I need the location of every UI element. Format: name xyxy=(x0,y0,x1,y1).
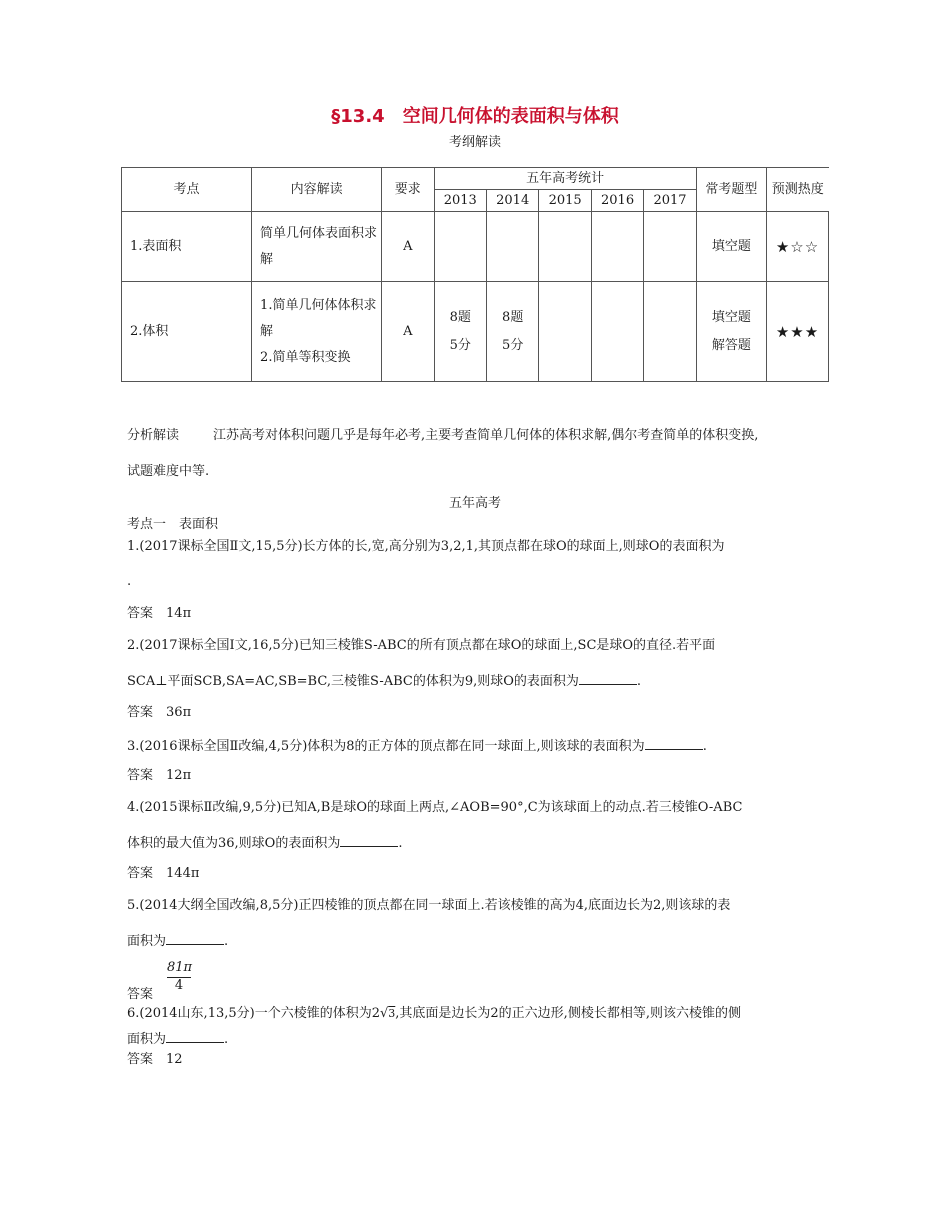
cell-yaoqiu: A xyxy=(382,212,434,282)
cell-changkao-line: 填空题 xyxy=(711,309,751,325)
problem-text: 1.(2017课标全国Ⅱ文,15,5分)长方体的长,宽,高分别为3,2,1,其顶点都在球O的球面上,则球O的表面积为 xyxy=(127,539,725,554)
heat-rating: ★★★ xyxy=(767,282,829,382)
cell-neirong-line: 1.简单几何体体积求 xyxy=(260,297,377,313)
header-yaoqiu: 要求 xyxy=(382,168,434,212)
cell-year xyxy=(486,282,538,382)
problem-text: . xyxy=(127,574,132,589)
cell-neirong xyxy=(252,282,382,382)
analysis-paragraph xyxy=(127,425,837,447)
problem-text: 5.(2014大纲全国改编,8,5分)正四棱锥的顶点都在同一球面上.若该棱锥的高为4,底面边长为2,则该球的表 xyxy=(127,898,731,913)
problem-text: 面积为 . xyxy=(127,1028,837,1050)
cell-year-line: 5分 xyxy=(502,337,524,353)
analysis-text: 试题难度中等. xyxy=(127,464,210,479)
sqrt-radicand: 3 xyxy=(388,1007,396,1020)
header-changkao: 常考题型 xyxy=(696,168,766,212)
problem-text: 面积为 . xyxy=(127,930,837,952)
cell-neirong-line: 2.简单等积变换 xyxy=(260,349,351,365)
problem-text: 体积的最大值为36,则球O的表面积为 . xyxy=(127,832,837,854)
problem-text-inline: 6.(2014山东,13,5分)一个六棱锥的体积为2 xyxy=(127,1006,380,1021)
answer-label: 答案 xyxy=(127,1052,154,1067)
problem-text: 4.(2015课标Ⅱ改编,9,5分)已知A,B是球O的球面上两点,∠AOB=90°,C为该球面上的动点.若三棱锥O-ABC xyxy=(127,800,743,815)
answer-line xyxy=(127,604,837,624)
problem-text xyxy=(127,1004,837,1024)
cell-changkao: 填空题 xyxy=(696,212,766,282)
answer-line xyxy=(127,703,837,723)
answer-line xyxy=(127,864,837,884)
header-year: 2013 xyxy=(434,190,486,212)
cell-year xyxy=(434,212,486,282)
topic-heading: 考点一 表面积 xyxy=(127,517,219,532)
header-neirong: 内容解读 xyxy=(252,168,382,212)
page-title: §13.4 空间几何体的表面积与体积 xyxy=(331,106,619,127)
cell-year xyxy=(591,282,643,382)
answer-blank xyxy=(166,1028,224,1043)
answer-value: 12 xyxy=(166,1052,183,1067)
cell-year xyxy=(434,282,486,382)
fraction-numerator: 81π xyxy=(167,960,191,978)
answer-value: 12π xyxy=(166,768,192,783)
cell-year xyxy=(591,212,643,282)
answer-line xyxy=(127,1050,837,1070)
cell-kaodian: 2.体积 xyxy=(122,282,252,382)
cell-year xyxy=(539,282,591,382)
answer-label: 答案 xyxy=(127,705,154,720)
header-year: 2015 xyxy=(539,190,591,212)
header-year: 2014 xyxy=(486,190,538,212)
cell-neirong xyxy=(252,212,382,282)
header-year: 2017 xyxy=(644,190,697,212)
problem-text-inline: ,其底面是边长为2的正六边形,侧棱长都相等,则该六棱锥的侧 xyxy=(395,1006,741,1021)
cell-year xyxy=(644,282,697,382)
cell-changkao xyxy=(696,282,766,382)
answer-line xyxy=(127,766,837,786)
header-kaodian: 考点 xyxy=(122,168,252,212)
answer-label: 答案 xyxy=(127,768,154,783)
problem-text: SCA⊥平面SCB,SA=AC,SB=BC,三棱锥S-ABC的体积为9,则球O的表面积为 . xyxy=(127,670,837,692)
section-subtitle: 考纲解读 xyxy=(448,135,501,150)
heat-rating: ★☆☆ xyxy=(767,212,829,282)
cell-year-line: 8题 xyxy=(449,309,471,325)
cell-neirong-line: 简单几何体表面积求 xyxy=(260,225,378,241)
cell-neirong-line: 解 xyxy=(260,323,274,339)
cell-year-line: 8题 xyxy=(502,309,524,325)
cell-kaodian: 1.表面积 xyxy=(122,212,252,282)
cell-year xyxy=(486,212,538,282)
answer-label: 答案 xyxy=(127,606,154,621)
problem-text-inline: 面积为 xyxy=(127,1032,167,1047)
section-title: 五年高考 xyxy=(448,496,501,511)
header-year: 2016 xyxy=(591,190,643,212)
cell-changkao-line: 解答题 xyxy=(711,337,751,353)
cell-year-line: 5分 xyxy=(449,337,471,353)
answer-blank xyxy=(645,735,703,750)
sqrt-symbol: √3 xyxy=(379,1006,396,1021)
cell-yaoqiu: A xyxy=(382,282,434,382)
cell-neirong-line: 解 xyxy=(260,251,274,267)
answer-value: 14π xyxy=(166,606,192,621)
problem-text-inline: SCA⊥平面SCB,SA=AC,SB=BC,三棱锥S-ABC的体积为9,则球O的表面积为 xyxy=(127,674,579,689)
answer-blank xyxy=(166,930,224,945)
table-row xyxy=(122,282,829,382)
header-wunian: 五年高考统计 xyxy=(434,168,696,190)
problem-text-inline: 3.(2016课标全国Ⅱ改编,4,5分)体积为8的正方体的顶点都在同一球面上,则该球的表面积为 xyxy=(127,739,645,754)
problem-text-inline: 面积为 xyxy=(127,934,167,949)
syllabus-table xyxy=(121,167,829,382)
fraction-denominator: 4 xyxy=(174,978,184,993)
answer-value: 144π xyxy=(166,866,200,881)
cell-year xyxy=(539,212,591,282)
header-yuce: 预测热度 xyxy=(767,168,829,212)
cell-year xyxy=(644,212,697,282)
answer-value: 36π xyxy=(166,705,192,720)
answer-label: 答案 xyxy=(127,987,154,1002)
analysis-text: 江苏高考对体积问题几乎是每年必考,主要考查简单几何体的体积求解,偶尔考查简单的体积变换, xyxy=(213,428,759,443)
analysis-label: 分析解读 xyxy=(127,428,180,443)
problem-text: 2.(2017课标全国Ⅰ文,16,5分)已知三棱锥S-ABC的所有顶点都在球O的球面上,SC是球O的直径.若平面 xyxy=(127,638,716,653)
answer-blank xyxy=(340,832,398,847)
problem-text: 3.(2016课标全国Ⅱ改编,4,5分)体积为8的正方体的顶点都在同一球面上,则该球的表面积为 . xyxy=(127,735,837,757)
answer-blank xyxy=(579,670,637,685)
answer-label: 答案 xyxy=(127,866,154,881)
problem-text-inline: 体积的最大值为36,则球O的表面积为 xyxy=(127,836,341,851)
table-row xyxy=(122,212,829,282)
